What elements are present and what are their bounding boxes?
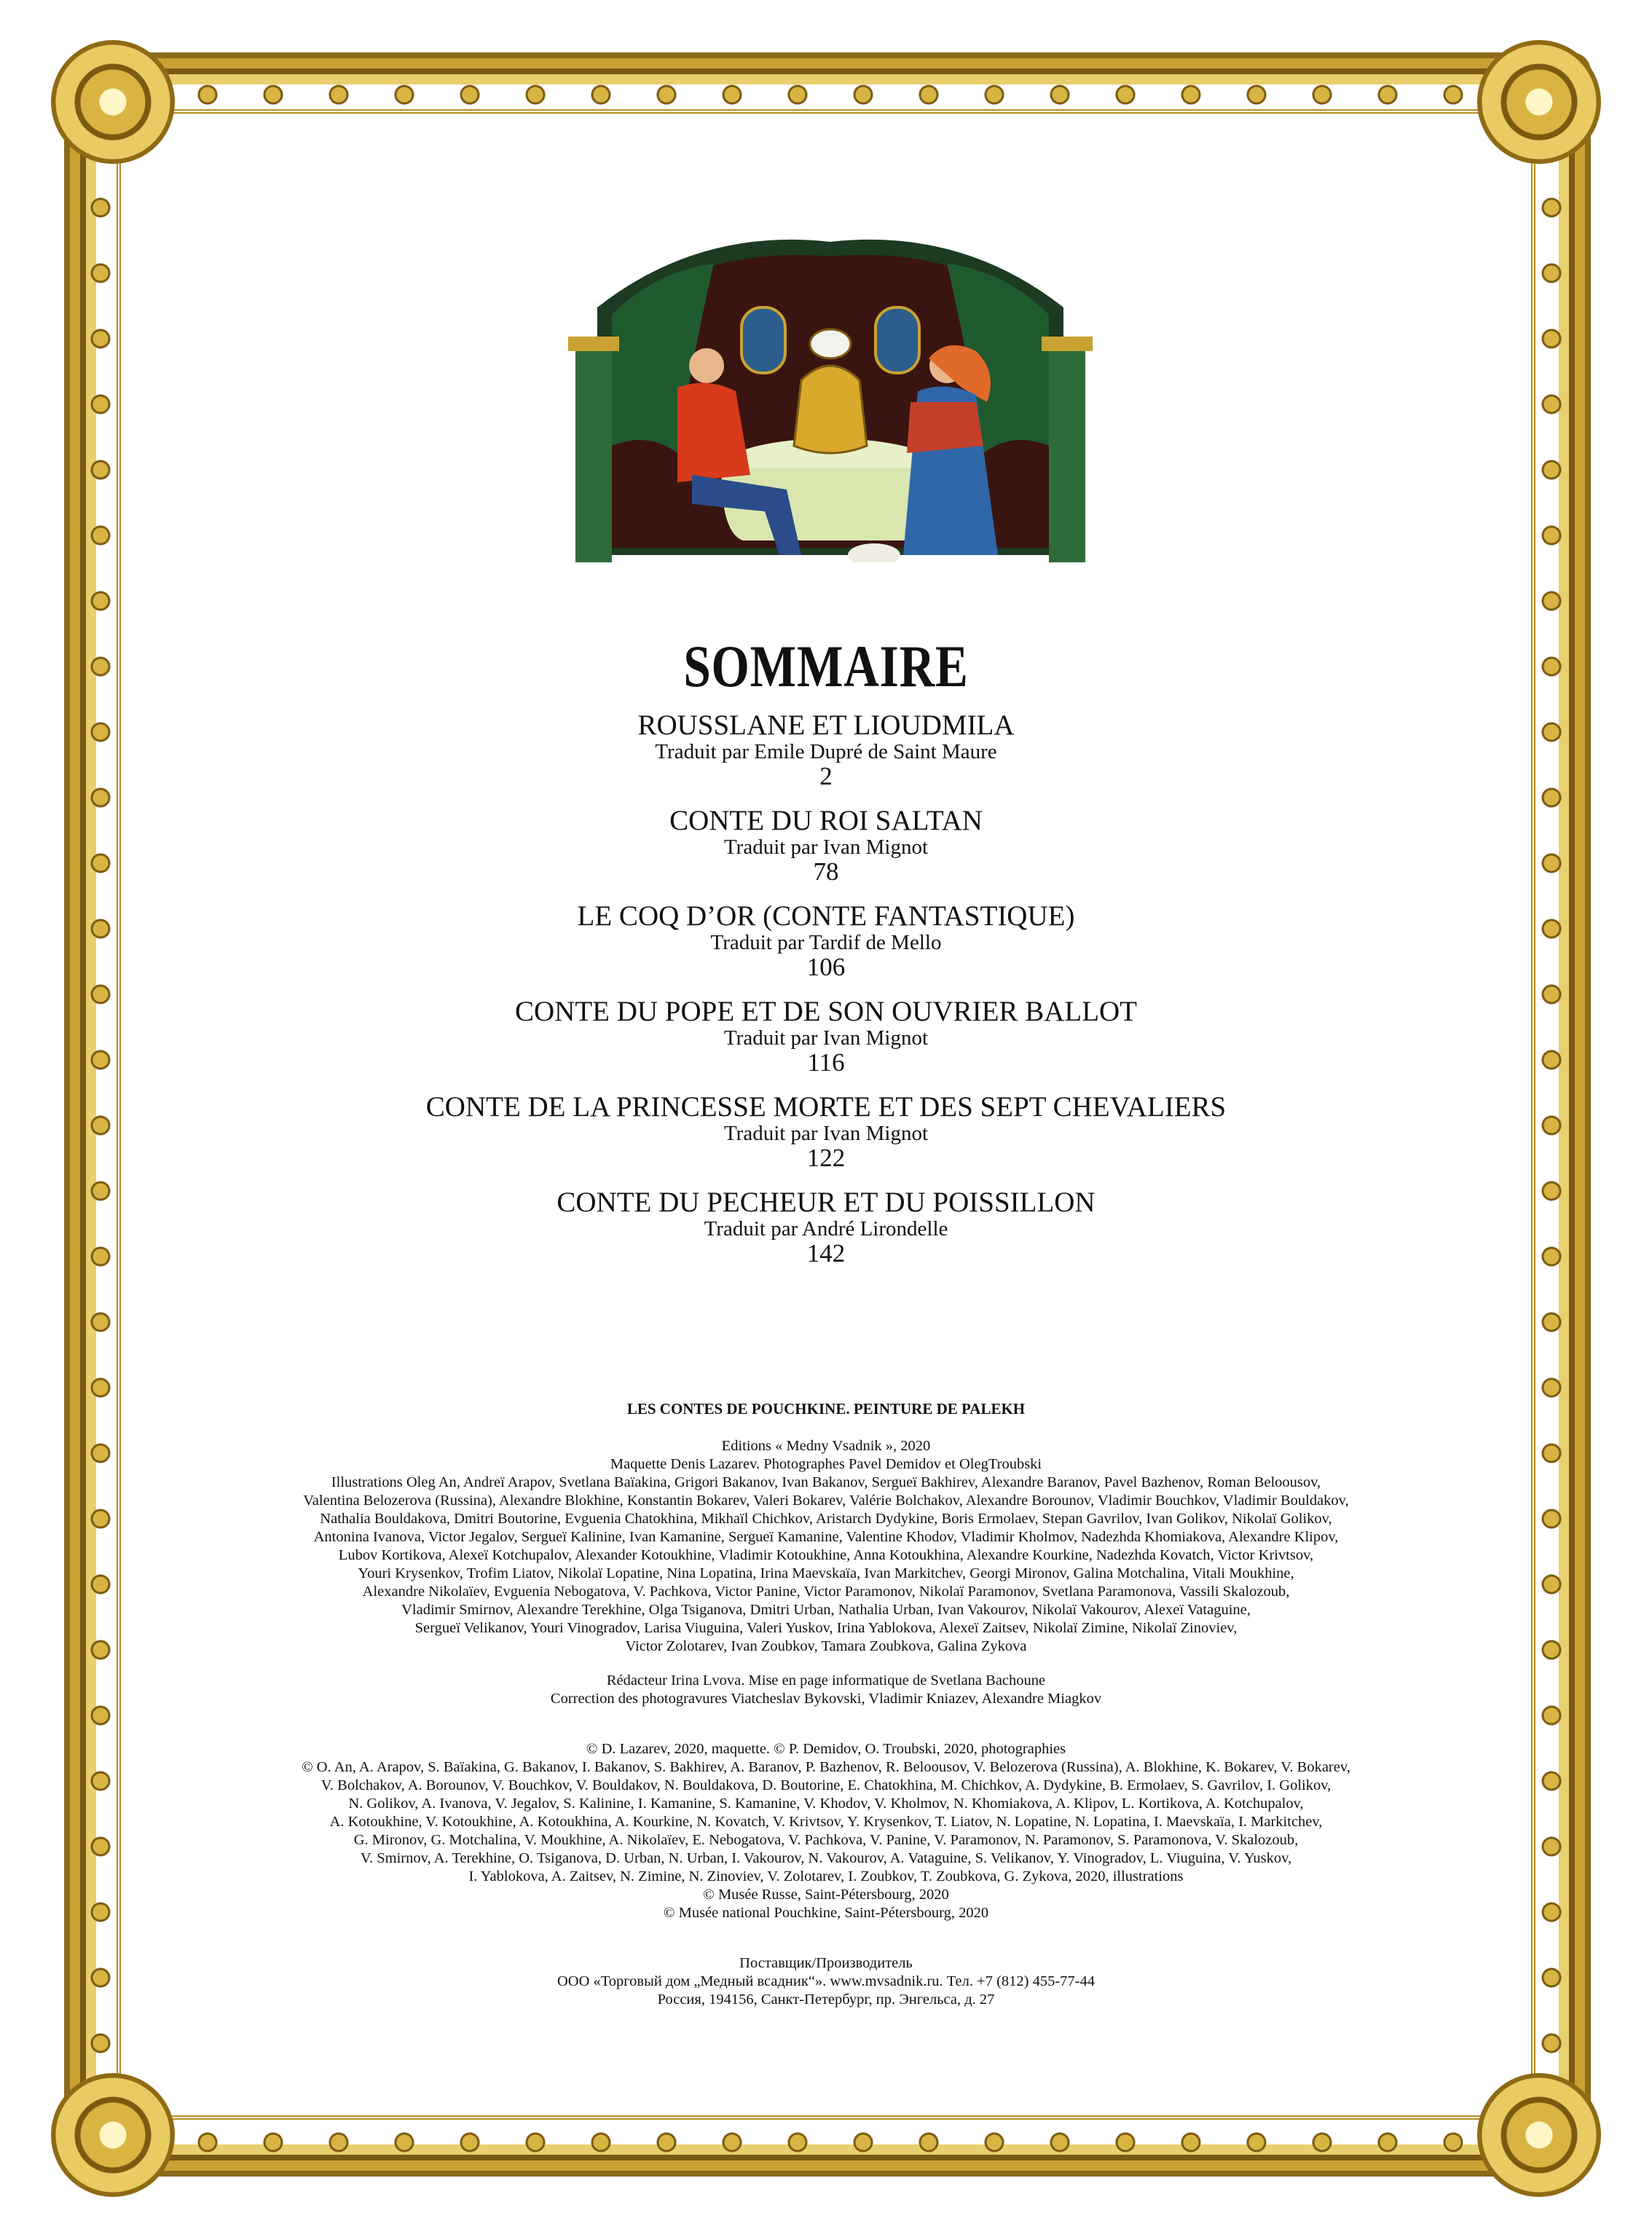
frame-ornament-right bbox=[1530, 175, 1573, 2061]
supplier-line: ООО «Торговый дом „Медный всадник“». www.mvsadnik.ru. Тел. +7 (812) 455-77-44 bbox=[556, 1973, 1095, 1989]
edition-line: Editions « Medny Vsadnik », 2020 bbox=[721, 1438, 931, 1454]
toc-entry-title: CONTE DU ROI SALTAN bbox=[669, 805, 983, 836]
copyright-line: © Musée national Pouchkine, Saint-Pétersbourg, 2020 bbox=[663, 1905, 989, 1921]
toc-entry-translator: Traduit par Tardif de Mello bbox=[710, 931, 942, 954]
credit-line: Valentina Belozerova (Russina), Alexandre Blokhine, Konstantin Bokarev, Valeri Bokarev, Valérie Bolchakov, Alexandre Borounov, Vladimir Bouchkov, Vladimir Bouldakov, bbox=[303, 1493, 1349, 1509]
credit-line: Alexandre Nikolaïev, Evguenia Nebogatova, V. Pachkova, Victor Panine, Victor Paramonov, Nikolaï Paramonov, Svetlana Paramonova, Vassili Skalozoub, bbox=[362, 1584, 1290, 1600]
copyright-line: V. Smirnov, A. Terekhine, O. Tsiganova, D. Urban, N. Urban, I. Vakourov, N. Vakourov, A. Vataguine, S. Velikanov, Y. Vinogradov, L. Viuguina, V. Yuskov, bbox=[360, 1850, 1292, 1866]
toc-entry-title: LE COQ D’OR (CONTE FANTASTIQUE) bbox=[577, 900, 1075, 932]
table-of-contents bbox=[219, 710, 1433, 1283]
toc-entry-page: 78 bbox=[813, 857, 839, 886]
toc-entry bbox=[219, 1092, 1433, 1171]
frame-ornament-bottom bbox=[175, 2120, 1479, 2164]
copyright-line: A. Kotoukhine, V. Kotoukhine, A. Kotoukhina, A. Kourkine, N. Kovatch, V. Krivtsov, Y. Krysenkov, T. Liatov, N. Lopatine, N. Lopatina, I. Maevskaïa, I. Markitchev, bbox=[329, 1814, 1323, 1830]
toc-entry-translator: Traduit par Ivan Mignot bbox=[723, 836, 929, 859]
credit-line: Sergueï Velikanov, Youri Vinogradov, Larisa Viuguina, Valeri Yuskov, Irina Yablokova, Alexeï Zaitsev, Nikolaï Zimine, Nikolaï Zinoviev, bbox=[414, 1620, 1238, 1636]
toc-entry-translator: Traduit par Emile Dupré de Saint Maure bbox=[655, 740, 997, 763]
supplier-line: Поставщик/Производитель bbox=[739, 1955, 913, 1971]
spacer bbox=[219, 1708, 1433, 1740]
corner-ornament bbox=[51, 40, 175, 164]
toc-entry-page: 142 bbox=[806, 1239, 846, 1267]
copyright-line: © D. Lazarev, 2020, maquette. © P. Demidov, O. Troubski, 2020, photographies bbox=[586, 1741, 1066, 1757]
toc-entry bbox=[219, 996, 1433, 1076]
copyright-line: © O. An, A. Arapov, S. Baïakina, G. Bakanov, I. Bakanov, S. Bakhirev, A. Baranov, P. Bazhenov, R. Beloousov, V. Belozerova (Russina), A. Blokhine, K. Bokarev, V. Bokarev, bbox=[302, 1759, 1350, 1775]
toc-entry bbox=[219, 806, 1433, 885]
toc-entry bbox=[219, 1187, 1433, 1267]
credit-line: Vladimir Smirnov, Alexandre Terekhine, Olga Tsiganova, Dmitri Urban, Nathalia Urban, Ivan Vakourov, Nikolaï Vakourov, Alexeï Vataguine, bbox=[401, 1602, 1251, 1618]
colophon-heading: LES CONTES DE POUCHKINE. PEINTURE DE PALEKH bbox=[626, 1400, 1026, 1418]
credit-line: Lubov Kortikova, Alexeï Kotchupalov, Alexander Kotoukhine, Vladimir Kotoukhine, Anna Kotoukhina, Alexandre Kourkine, Nadezhda Kovatch, Victor Krivtsov, bbox=[338, 1547, 1314, 1563]
frame-ornament-top bbox=[175, 73, 1479, 117]
supplier-line: Россия, 194156, Санкт-Петербург, пр. Энгельса, д. 27 bbox=[657, 1992, 995, 2008]
toc-entry-page: 106 bbox=[806, 953, 846, 981]
toc-entry-title: CONTE DE LA PRINCESSE MORTE ET DES SEPT CHEVALIERS bbox=[425, 1091, 1227, 1123]
toc-entry-title: CONTE DU POPE ET DE SON OUVRIER BALLOT bbox=[514, 996, 1138, 1027]
copyright-line: G. Mironov, G. Motchalina, V. Moukhine, A. Nikolaïev, E. Nebogatova, V. Pachkova, V. Panine, V. Paramonov, N. Paramonov, S. Paramonova, V. Skalozoub, bbox=[353, 1832, 1299, 1848]
credit-line: Youri Krysenkov, Trofim Liatov, Nikolaï Lopatine, Nina Lopatina, Irina Maevskaïa, Ivan Markitchev, Georgi Mironov, Galina Motchalina, Vitali Moukhine, bbox=[358, 1565, 1294, 1581]
toc-entry-page: 116 bbox=[807, 1048, 845, 1077]
toc-entry-title: CONTE DU PECHEUR ET DU POISSILLON bbox=[556, 1187, 1096, 1218]
corner-ornament bbox=[1477, 40, 1601, 164]
palekh-illustration bbox=[568, 213, 1093, 591]
credit-line: Victor Zolotarev, Ivan Zoubkov, Tamara Zoubkova, Galina Zykova bbox=[625, 1638, 1027, 1654]
copyright-line: V. Bolchakov, A. Borounov, V. Bouchkov, V. Bouldakov, N. Bouldakova, D. Boutorine, E. Chatokhina, M. Chichkov, A. Dydykine, B. Ermolaev, S. Gavrilov, I. Golikov, bbox=[320, 1777, 1332, 1793]
credit-line: Nathalia Bouldakova, Dmitri Boutorine, Evguenia Chatokhina, Mikhaïl Chichkov, Aristarch Dydykine, Boris Ermolaev, Stepan Gavrilov, Ivan Golikov, Nikolaï Golikov, bbox=[320, 1511, 1332, 1527]
spacer bbox=[219, 1656, 1433, 1672]
copyright-line: N. Golikov, A. Ivanova, V. Jegalov, S. Kalinine, I. Kamanine, S. Kamanine, V. Khodov, V. Kholmov, N. Khomiakova, A. Klipov, L. Kortikova, A. Kotchupalov, bbox=[348, 1796, 1304, 1812]
toc-entry-title: ROUSSLANE ET LIOUDMILA bbox=[637, 709, 1015, 741]
toc-entry-page: 122 bbox=[806, 1144, 846, 1172]
page-title: SOMMAIRE bbox=[683, 633, 969, 699]
corner-ornament bbox=[1477, 2073, 1601, 2197]
credit-line: Illustrations Oleg An, Andreï Arapov, Svetlana Baïakina, Grigori Bakanov, Ivan Bakanov, Sergueï Bakhirev, Alexandre Baranov, Pavel Bazhenov, Roman Beloousov, bbox=[331, 1474, 1321, 1490]
editor-line: Correction des photogravures Viatcheslav Bykovski, Vladimir Kniazev, Alexandre Miagkov bbox=[550, 1691, 1102, 1707]
toc-entry-translator: Traduit par Ivan Mignot bbox=[723, 1122, 929, 1145]
credit-line: Maquette Denis Lazarev. Photographes Pavel Demidov et OlegTroubski bbox=[610, 1456, 1042, 1472]
frame-ornament-left bbox=[79, 175, 122, 2061]
colophon bbox=[219, 1400, 1433, 2009]
corner-ornament bbox=[51, 2073, 175, 2197]
toc-entry bbox=[219, 901, 1433, 980]
toc-entry-translator: Traduit par André Lirondelle bbox=[704, 1217, 948, 1241]
copyright-line: I. Yablokova, A. Zaitsev, N. Zimine, N. Zinoviev, V. Zolotarev, I. Zoubkov, T. Zoubkova, G. Zykova, 2020, illustrations bbox=[468, 1868, 1184, 1884]
spacer bbox=[219, 1922, 1433, 1954]
toc-entry-translator: Traduit par Ivan Mignot bbox=[723, 1026, 929, 1050]
editor-line: Rédacteur Irina Lvova. Mise en page informatique de Svetlana Bachoune bbox=[606, 1672, 1046, 1688]
toc-entry bbox=[219, 710, 1433, 790]
copyright-line: © Musée Russe, Saint-Pétersbourg, 2020 bbox=[703, 1887, 949, 1903]
credit-line: Antonina Ivanova, Victor Jegalov, Sergueï Kalinine, Ivan Kamanine, Sergueï Kamanine, Valentine Khodov, Vladimir Kholmov, Nadezhda Khomiakova, Alexandre Klipov, bbox=[313, 1529, 1339, 1545]
toc-entry-page: 2 bbox=[819, 762, 833, 790]
